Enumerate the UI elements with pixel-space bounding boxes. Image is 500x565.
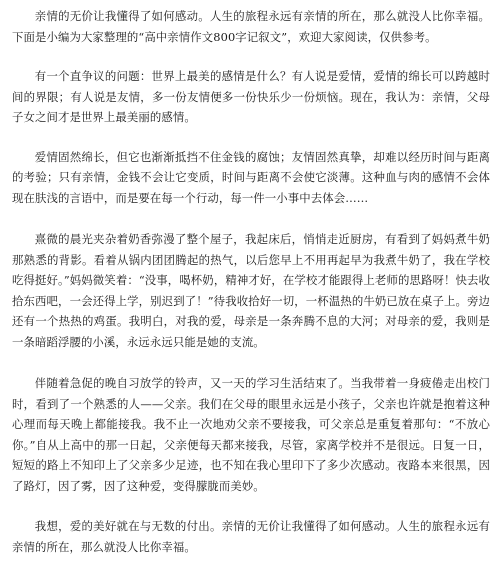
conclusion-paragraph: 我想，爱的美好就在与无数的付出。亲情的无价让我懂得了如何感动。人生的旅程永远有亲情的所在，那么就没人比你幸福。 (12, 519, 490, 554)
mother-paragraph: 熹微的晨光夹杂着奶香弥漫了整个屋子，我起床后，悄悄走近厨房，有看到了妈妈煮牛奶那熟悉的背影。看着从锅内团团腾起的热气，以后您早上不用再起早为我煮牛奶了，我在学校吃得挺好。”妈妈微笑着：“没事，喝杯奶，精神才好，在学校才能跟得上老师的思路呀！快去收拾东西吧，一会还得上学，别迟到了！”待我收拾好一切，一杯温热的牛奶已放在桌子上。旁边还有一个热热的鸡蛋。我明白，对我的爱，母亲是一条奔腾不息的大河；对母亲的爱，我则是一条暗蹈浮腰的小溪，永远永远只能是她的支流。 (12, 232, 490, 349)
comparison-paragraph: 爱情固然绵长，但它也渐渐抵挡不住金钱的腐蚀；友情固然真挚，却难以经历时间与距离的考验；只有亲情，金钱不会让它变质，时间与距离不会使它淡薄。这种血与肉的感情不会体现在肤浅的言语中，而是要在每一个行动，每一件一小事中去体会…… (12, 149, 490, 205)
father-paragraph: 伴随着急促的晚自习放学的铃声，又一天的学习生活结束了。当我带着一身疲倦走出校门时，看到了一个熟悉的人——父亲。我们在父母的眼里永远是小孩子，父亲也许就是抱着这种心理而每天晚上都能接我。我不止一次地劝父亲不要接我，可父亲总是重复着那句：“不放心你。”自从上高中的那一日起，父亲便每天都来接我，尽管，家离学校并不是很远。日复一日，短短的路上不知印上了父亲多少足迹，也不知在我心里印下了多少次感动。夜路本来很黑，因了路灯，因了雾，因了这种爱，变得朦胧而美妙。 (12, 376, 490, 493)
question-paragraph: 有一个直争议的问题：世界上最美的感情是什么？有人说是爱情，爱情的绵长可以跨越时间的界限；有人说是友情，多一份友情便多一份快乐少一份烦恼。现在，我认为：亲情，父母子女之间才是世界上最美丽的感情。 (12, 69, 490, 124)
intro-paragraph: 亲情的无价让我懂得了如何感动。人生的旅程永远有亲情的所在，那么就没人比你幸福。下面是小编为大家整理的“高中亲情作文800字记叙文”，欢迎大家阅读，仅供参考。 (12, 9, 490, 44)
